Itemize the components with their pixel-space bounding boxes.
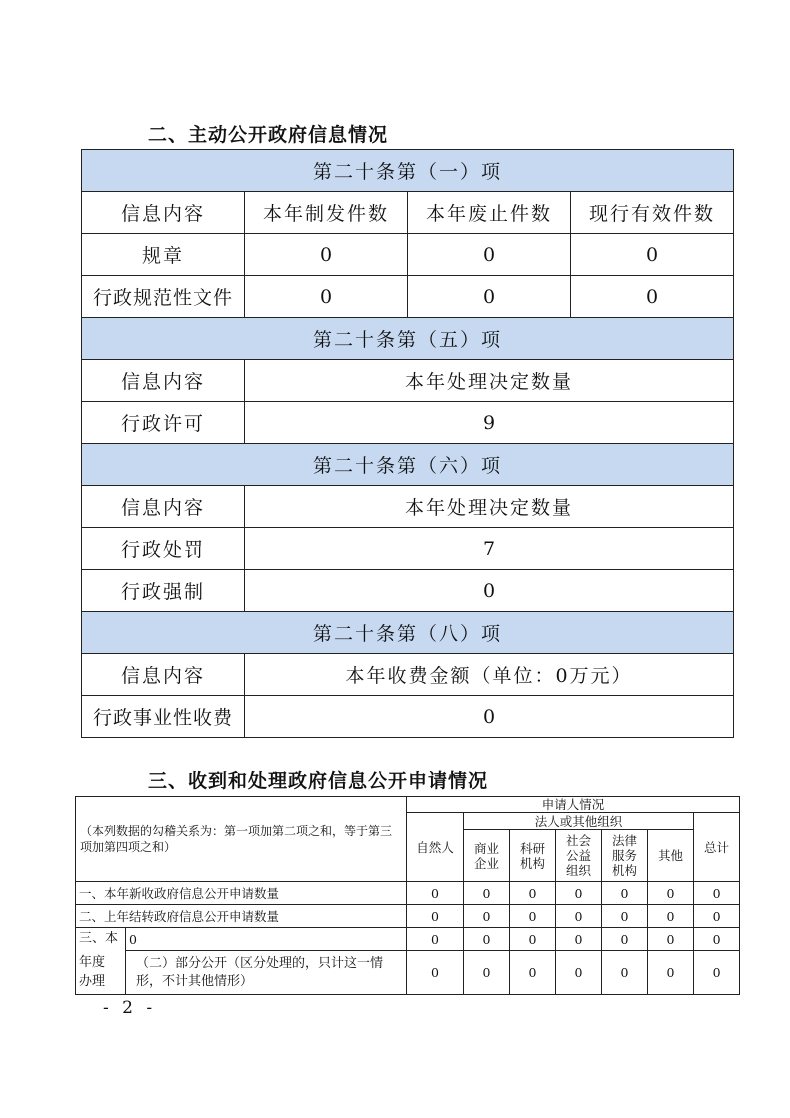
row-label-normative-docs: 行政规范性文件 <box>82 276 245 318</box>
header-cell: 本年处理决定数量 <box>245 486 734 528</box>
value-cell: 0 <box>464 928 510 951</box>
value-cell: 0 <box>602 905 648 928</box>
value-cell: 0 <box>648 905 694 928</box>
value-cell: 0 <box>571 234 734 276</box>
value-cell: 0 <box>510 951 556 995</box>
value-cell: 0 <box>245 570 734 612</box>
natural-person-header: 自然人 <box>407 813 464 882</box>
row3-label-line1: 三、本 <box>79 931 119 946</box>
value-cell: 0 <box>464 951 510 995</box>
header-cell: 信息内容 <box>82 486 245 528</box>
value-cell: 0 <box>407 951 464 995</box>
value-cell: 0 <box>245 696 734 738</box>
value-cell: 0 <box>694 928 740 951</box>
item-5-title: 第二十条第（五）项 <box>82 318 734 360</box>
row-label-rules: 规章 <box>82 234 245 276</box>
legal-entity-header: 法人或其他组织 <box>464 813 694 830</box>
value-cell: 0 <box>694 951 740 995</box>
header-cell: 信息内容 <box>82 192 245 234</box>
item-8-title: 第二十条第（八）项 <box>82 612 734 654</box>
value-cell: 0 <box>648 951 694 995</box>
item-6-title: 第二十条第（六）项 <box>82 444 734 486</box>
row3-sub1-label: 0 <box>126 928 407 951</box>
col-other: 其他 <box>648 830 694 882</box>
header-cell: 本年处理决定数量 <box>245 360 734 402</box>
value-cell: 0 <box>245 276 408 318</box>
row-label-admin-penalty: 行政处罚 <box>82 528 245 570</box>
note-cell: （本列数据的勾稽关系为：第一项加第二项之和，等于第三项加第四项之和） <box>76 797 407 882</box>
value-cell: 0 <box>556 928 602 951</box>
total-header: 总计 <box>694 813 740 882</box>
header-cell: 信息内容 <box>82 360 245 402</box>
value-cell: 0 <box>510 882 556 905</box>
value-cell: 0 <box>694 905 740 928</box>
value-cell: 0 <box>556 882 602 905</box>
value-cell: 0 <box>648 928 694 951</box>
applicant-header: 申请人情况 <box>407 797 740 813</box>
row-label-carried-over: 二、上年结转政府信息公开申请数量 <box>76 905 407 928</box>
value-cell: 9 <box>245 402 734 444</box>
col-legal-service: 法律服务机构 <box>602 830 648 882</box>
item-1-title: 第二十条第（一）项 <box>82 150 734 192</box>
proactive-disclosure-table <box>81 149 734 738</box>
value-cell: 0 <box>648 882 694 905</box>
value-cell: 0 <box>408 276 571 318</box>
value-cell: 0 <box>407 928 464 951</box>
section-2-heading: 二、主动公开政府信息情况 <box>148 124 389 146</box>
row-label-handling <box>76 951 126 995</box>
section-3-heading: 三、收到和处理政府信息公开申请情况 <box>148 770 489 792</box>
value-cell: 0 <box>407 905 464 928</box>
value-cell: 0 <box>556 951 602 995</box>
header-cell: 本年废止件数 <box>408 192 571 234</box>
value-cell: 0 <box>556 905 602 928</box>
value-cell: 0 <box>571 276 734 318</box>
row-label-admin-fees: 行政事业性收费 <box>82 696 245 738</box>
value-cell: 0 <box>407 882 464 905</box>
value-cell: 0 <box>694 882 740 905</box>
header-cell: 本年收费金额（单位：0万元） <box>245 654 734 696</box>
value-cell: 0 <box>602 882 648 905</box>
value-cell: 0 <box>245 234 408 276</box>
value-cell: 0 <box>464 882 510 905</box>
value-cell: 0 <box>510 928 556 951</box>
col-public-welfare: 社会公益组织 <box>556 830 602 882</box>
value-cell: 0 <box>510 905 556 928</box>
row-label-this-year <box>76 928 126 951</box>
header-cell: 信息内容 <box>82 654 245 696</box>
header-cell: 现行有效件数 <box>571 192 734 234</box>
row-label-admin-permit: 行政许可 <box>82 402 245 444</box>
row3-label-line2: 年度 <box>79 954 106 970</box>
row-label-admin-coercion: 行政强制 <box>82 570 245 612</box>
value-cell: 0 <box>408 234 571 276</box>
value-cell: 0 <box>464 905 510 928</box>
value-cell: 0 <box>602 928 648 951</box>
page-number: - 2 - <box>103 998 157 1018</box>
row3-label-line3: 办理 <box>79 973 106 989</box>
value-cell: 7 <box>245 528 734 570</box>
col-business: 商业企业 <box>464 830 510 882</box>
row-label-new-requests: 一、本年新收政府信息公开申请数量 <box>76 882 407 905</box>
col-research: 科研机构 <box>510 830 556 882</box>
value-cell: 0 <box>602 951 648 995</box>
application-handling-table <box>75 796 740 995</box>
header-cell: 本年制发件数 <box>245 192 408 234</box>
row3-sub2-label: （二）部分公开（区分处理的，只计这一情形，不计其他情形） <box>126 951 407 995</box>
